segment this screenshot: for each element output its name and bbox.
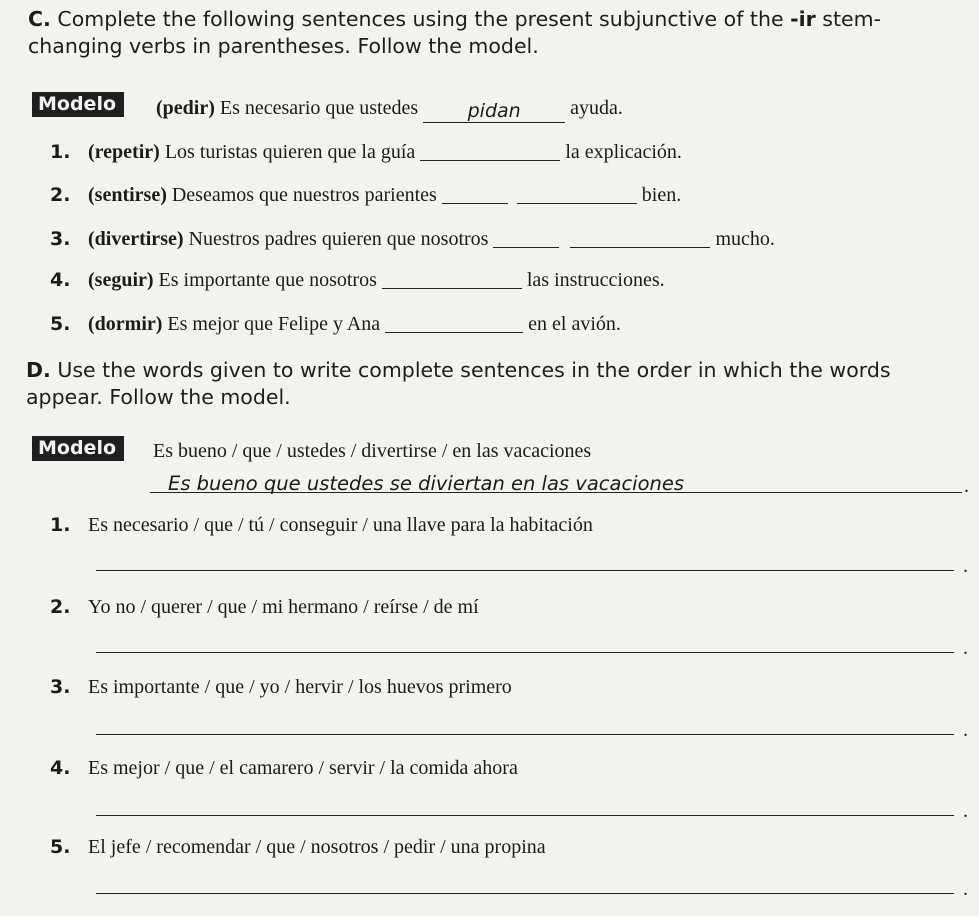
modelo-c-after: ayuda.	[570, 97, 623, 119]
modelo-d-prompt: Es bueno / que / ustedes / divertirse / en las vacaciones	[153, 440, 592, 462]
item-text-after: las instrucciones.	[526, 269, 665, 291]
section-c-item-2	[50, 180, 681, 208]
modelo-badge-d: Modelo	[32, 436, 124, 461]
answer-blank-reflexive[interactable]	[493, 227, 559, 248]
answer-blank[interactable]	[420, 140, 560, 161]
modelo-badge-c: Modelo	[32, 92, 124, 117]
item-verb: (dormir)	[88, 313, 163, 335]
item-prompt: Es necesario / que / tú / conseguir / una llave para la habitación	[88, 514, 593, 536]
answer-blank[interactable]	[385, 312, 523, 333]
item-text-after: en el avión.	[528, 313, 621, 335]
item-prompt: El jefe / recomendar / que / nosotros / pedir / una propina	[88, 836, 546, 858]
item-text-before: Es importante que nosotros	[158, 269, 377, 291]
item-text-before: Nuestros padres quieren que nosotros	[188, 228, 489, 250]
item-number: 1.	[50, 141, 71, 163]
modelo-c-answer: pidan	[423, 102, 565, 123]
item-text-after: la explicación.	[565, 141, 682, 163]
modelo-d-answer-line	[150, 492, 962, 493]
modelo-d-answer: Es bueno que ustedes se diviertan en las vacaciones	[168, 472, 685, 495]
answer-blank[interactable]	[517, 183, 637, 204]
modelo-d-period: .	[964, 475, 969, 497]
item-number: 2.	[50, 184, 71, 206]
item-number: 5.	[50, 313, 71, 335]
item-text-after: mucho.	[715, 228, 775, 250]
item-verb: (sentirse)	[88, 184, 167, 206]
modelo-c-sentence	[156, 95, 623, 121]
section-c-instruction-bold: -ir	[790, 7, 816, 31]
item-text-before: Los turistas quieren que la guía	[164, 141, 416, 163]
section-d-instruction: Use the words given to write complete sentences in the order in which the words appear. Follow the model.	[26, 358, 891, 409]
answer-blank-reflexive[interactable]	[442, 183, 508, 204]
item-prompt: Yo no / querer / que / mi hermano / reírse / de mí	[88, 596, 479, 618]
section-c-instruction-pre: Complete the following sentences using the present subjunctive of the	[57, 7, 791, 31]
item-verb: (divertirse)	[88, 228, 184, 250]
modelo-c-verb: (pedir)	[156, 97, 215, 119]
section-c-item-4	[50, 265, 665, 293]
section-d-item-3	[50, 674, 512, 700]
answer-line[interactable]	[96, 652, 954, 653]
answer-period: .	[963, 878, 968, 900]
item-number: 3.	[50, 676, 71, 698]
answer-blank[interactable]	[570, 227, 710, 248]
item-number: 1.	[50, 514, 71, 536]
section-d-item-5	[50, 834, 546, 860]
item-text-after: bien.	[641, 184, 682, 206]
answer-line[interactable]	[96, 815, 954, 816]
item-number: 2.	[50, 596, 71, 618]
answer-period: .	[963, 719, 968, 741]
section-d-instructions	[26, 357, 956, 411]
answer-period: .	[963, 637, 968, 659]
section-c-item-5	[50, 309, 621, 337]
section-d-letter: D.	[26, 358, 51, 382]
item-number: 4.	[50, 757, 71, 779]
section-c-instruction-post: stem-changing verbs in parentheses. Follow the model.	[28, 7, 881, 58]
item-prompt: Es mejor / que / el camarero / servir / la comida ahora	[88, 757, 518, 779]
item-verb: (seguir)	[88, 269, 154, 291]
answer-blank[interactable]	[382, 268, 522, 289]
item-number: 5.	[50, 836, 71, 858]
answer-line[interactable]	[96, 893, 954, 894]
section-c-item-3	[50, 224, 775, 252]
section-d-item-4	[50, 755, 518, 781]
answer-line[interactable]	[96, 734, 954, 735]
section-d-item-1	[50, 512, 593, 538]
modelo-c-before: Es necesario que ustedes	[219, 97, 419, 119]
section-c-instructions	[28, 6, 958, 60]
section-c-item-1	[50, 137, 682, 165]
item-text-before: Es mejor que Felipe y Ana	[167, 313, 381, 335]
answer-period: .	[963, 800, 968, 822]
item-number: 3.	[50, 228, 71, 250]
section-d-item-2	[50, 594, 479, 620]
item-text-before: Deseamos que nuestros parientes	[171, 184, 437, 206]
item-number: 4.	[50, 269, 71, 291]
answer-period: .	[963, 555, 968, 577]
item-verb: (repetir)	[88, 141, 160, 163]
answer-line[interactable]	[96, 570, 954, 571]
item-prompt: Es importante / que / yo / hervir / los huevos primero	[88, 676, 512, 698]
section-c-letter: C.	[28, 7, 51, 31]
